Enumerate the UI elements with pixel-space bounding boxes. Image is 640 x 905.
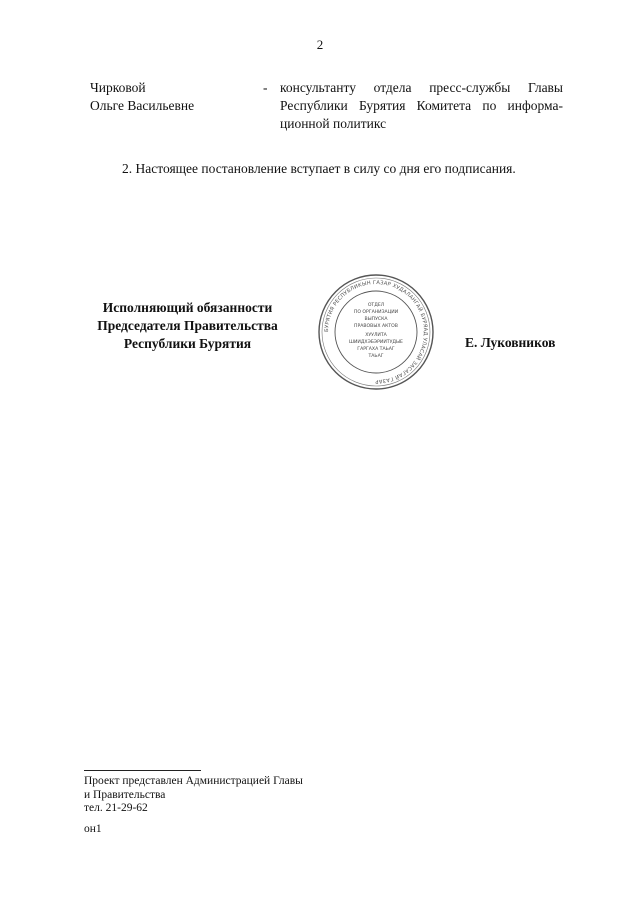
clause-2: 2. Настоящее постановление вступает в силу со дня его подписания. <box>122 161 516 176</box>
seal-ring-text <box>324 280 428 384</box>
footnote-phone: тел. 21-29-62 <box>84 802 148 814</box>
seal-center-line-6: ШИИДХЭБЭРИИТУДЫЕ <box>349 340 403 345</box>
footnote-divider <box>84 770 201 771</box>
seal-center-line-5: ХУУЛИТА <box>365 333 387 338</box>
footnote-line-2: и Правительства <box>84 788 166 801</box>
footnote <box>84 775 384 816</box>
official-seal <box>316 272 436 392</box>
appointee-dash: - <box>263 80 268 95</box>
seal-center-line-4: ПРАВОВЫХ АКТОВ <box>354 324 398 329</box>
footnote-line-1: Проект представлен Администрацией Главы <box>84 775 303 787</box>
signatory-title-line-1: Исполняющий обязанности <box>102 300 273 315</box>
appointee-position: консультанту отдела пресс-службы Главы Республики Бурятия Комитета по информа-ционной политикс <box>280 80 563 131</box>
page-number: 2 <box>316 37 324 52</box>
seal-center-line-2: ПО ОРГАНИЗАЦИИ <box>353 310 399 315</box>
seal-center-line-8: ТАЬАГ <box>368 354 384 359</box>
appointee-surname: Чирковой <box>90 80 146 95</box>
seal-outer-inner-ring <box>322 278 430 386</box>
signatory-title <box>80 299 295 353</box>
signatory-title-line-2: Председателя Правительства <box>97 318 278 333</box>
appointee-name <box>90 79 240 115</box>
seal-center-line-7: ГАРГАХА ТАЬАГ <box>357 347 395 352</box>
signatory-title-line-3: Республики Бурятия <box>123 336 252 351</box>
seal-ring-textpath: БУРЯТИЯ РЕСПУБЛИКЫН ГАЗАР ХУДАЛАНГАЙ БУРЯАД УЛАСАЙ ЗАСАГАЙ ГАЗАР <box>323 279 429 385</box>
file-code: он1 <box>84 823 102 835</box>
seal-center-line-3: ВЫПУСКА <box>364 317 388 322</box>
seal-outer-ring <box>319 275 433 389</box>
appointee-given-names: Ольге Васильевне <box>90 98 195 113</box>
seal-center-line-1: ОТДЕЛ <box>367 303 385 308</box>
signatory-name: Е. Луковников <box>465 335 556 350</box>
